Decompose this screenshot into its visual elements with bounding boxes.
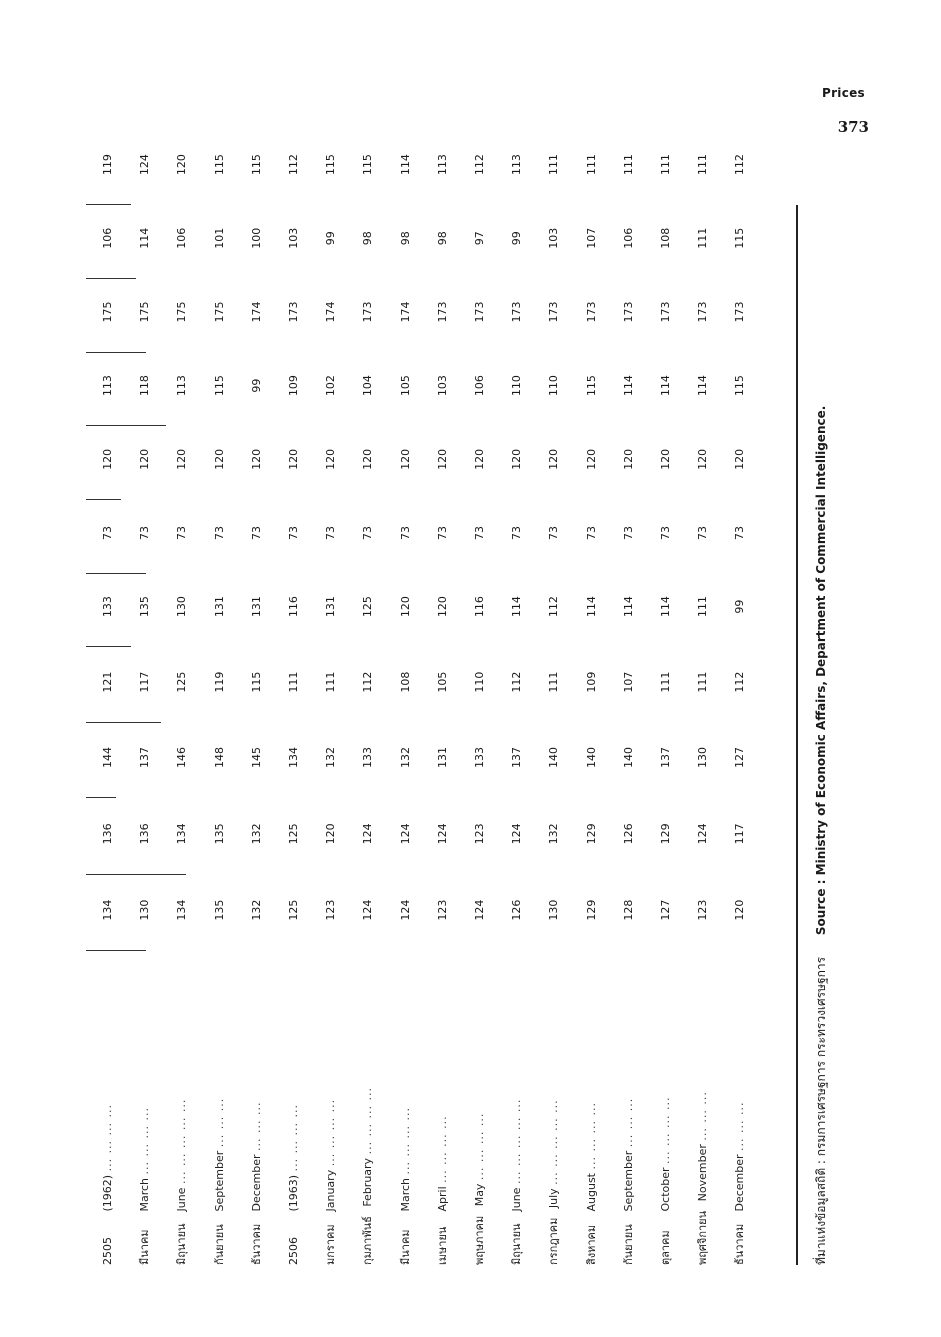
column-rule xyxy=(86,950,146,951)
column-rule xyxy=(86,278,136,279)
table-cell: 173 xyxy=(361,301,375,323)
table-cell: 173 xyxy=(696,301,710,323)
table-cell: 114 xyxy=(398,154,412,176)
row-leader-dots: ... ... ... ... xyxy=(659,1096,672,1164)
table-cell: 128 xyxy=(621,899,635,921)
table-cell: 129 xyxy=(584,823,598,845)
table-cell: 102 xyxy=(324,375,338,397)
row-label-thai: มิถุนายน xyxy=(510,1223,524,1265)
row-leader-dots: ... ... ... ... xyxy=(101,1103,114,1172)
table-cell: 135 xyxy=(138,596,152,618)
table-cell: 106 xyxy=(621,227,635,249)
table-cell: 173 xyxy=(621,301,635,323)
table-cell: 124 xyxy=(473,899,486,921)
row-labels xyxy=(86,965,842,1265)
row-leader-dots: ... ... ... ... xyxy=(473,1112,486,1181)
table-cell: 173 xyxy=(510,301,524,323)
row-label-thai: สิงหาคม xyxy=(584,1224,598,1265)
row-label-thai: กันยายน xyxy=(212,1224,226,1265)
table-cell: 132 xyxy=(249,823,263,845)
table-cell: 123 xyxy=(324,899,338,921)
table-cell: 120 xyxy=(435,448,449,470)
table-cell: 144 xyxy=(101,747,114,769)
table-cell: 118 xyxy=(138,375,152,397)
row-leader-dots: ... ... ... ... ... xyxy=(547,1099,561,1185)
table-cell: 124 xyxy=(361,899,375,921)
table-cell: 120 xyxy=(733,448,747,470)
table-cell: 120 xyxy=(621,448,635,470)
table-cell: 111 xyxy=(659,154,672,176)
table-cell: 104 xyxy=(361,375,375,397)
table-cell: 126 xyxy=(621,823,635,845)
table-cell: 111 xyxy=(696,227,710,249)
table-cell: 140 xyxy=(621,747,635,769)
row-label-english: December xyxy=(249,1150,263,1215)
table-cell: 73 xyxy=(696,526,710,540)
table-cell: 129 xyxy=(659,823,672,845)
table-cell: 73 xyxy=(621,526,635,540)
table-cell: 173 xyxy=(287,301,300,323)
table-cell: 101 xyxy=(212,227,226,249)
row-label-thai: กรกฎาคม xyxy=(547,1217,561,1265)
row-label xyxy=(619,965,639,1265)
row-leader-dots: ... ... ... ... xyxy=(361,1086,375,1155)
header-title: Prices xyxy=(821,86,865,100)
table-cell: 119 xyxy=(101,154,114,176)
table-cell: 127 xyxy=(733,747,747,769)
table-cell: 119 xyxy=(212,671,226,693)
table-cell: 113 xyxy=(510,154,524,176)
table-cell: 115 xyxy=(361,154,375,176)
table-cell: 99 xyxy=(510,231,524,246)
table-cell: 174 xyxy=(249,301,263,323)
row-label-thai: เมษายน xyxy=(435,1226,449,1265)
table-cell: 136 xyxy=(101,823,114,845)
row-label-thai: กันยายน xyxy=(621,1224,635,1265)
row-label-english: April xyxy=(435,1182,449,1215)
table-cell: 109 xyxy=(287,375,300,397)
table-cell: 99 xyxy=(249,378,263,393)
row-leader-dots: ... ... ... ... ... xyxy=(175,1098,189,1185)
column-rule xyxy=(86,722,161,723)
table-cell: 132 xyxy=(547,823,561,845)
table-cell: 116 xyxy=(287,596,300,618)
table-cell: 125 xyxy=(175,671,189,693)
table-cell: 73 xyxy=(249,526,263,540)
table-cell: 124 xyxy=(138,154,152,176)
table-cell: 73 xyxy=(584,526,598,540)
table-cell: 73 xyxy=(101,526,114,540)
table-cell: 125 xyxy=(287,899,300,921)
row-label xyxy=(321,965,341,1265)
table-cell: 73 xyxy=(659,526,672,540)
table-cell: 120 xyxy=(398,596,412,618)
table-cell: 135 xyxy=(212,823,226,845)
table-cell: 120 xyxy=(473,448,486,470)
table-cell: 73 xyxy=(733,526,747,540)
table-cell: 173 xyxy=(659,301,672,323)
table-cell: 175 xyxy=(212,301,226,323)
row-label xyxy=(210,965,230,1265)
table-cell: 120 xyxy=(398,448,412,470)
table-cell: 124 xyxy=(398,899,412,921)
table-cell: 108 xyxy=(659,227,672,249)
table-cell: 131 xyxy=(435,747,449,769)
row-label xyxy=(135,965,155,1265)
table-cell: 110 xyxy=(473,671,486,693)
table-cell: 120 xyxy=(324,823,338,845)
table-cell: 173 xyxy=(547,301,561,323)
table-cell: 123 xyxy=(435,899,449,921)
row-leader-dots: ... ... ... ... xyxy=(287,1103,300,1172)
table-cell: 145 xyxy=(249,747,263,769)
table-cell: 175 xyxy=(138,301,152,323)
table-cell: 115 xyxy=(212,154,226,176)
table-cell: 113 xyxy=(435,154,449,176)
row-label-english: (1963) xyxy=(287,1171,300,1215)
table-cell: 111 xyxy=(696,671,710,693)
table-cell: 120 xyxy=(138,448,152,470)
table-cell: 110 xyxy=(547,375,561,397)
table-cell: 111 xyxy=(621,154,635,176)
table-cell: 130 xyxy=(696,747,710,769)
row-label-thai: พฤศจิกายน xyxy=(696,1210,710,1265)
column-rule xyxy=(86,352,146,353)
row-label-english: June xyxy=(510,1184,524,1215)
table-cell: 129 xyxy=(584,899,598,921)
page-number: 373 xyxy=(837,118,869,136)
row-leader-dots: ... ... ... xyxy=(212,1097,226,1148)
table-cell: 103 xyxy=(435,375,449,397)
table-cell: 106 xyxy=(473,375,486,397)
table-cell: 120 xyxy=(287,448,300,470)
table-cell: 120 xyxy=(249,448,263,470)
column-rule xyxy=(86,797,116,798)
table-cell: 107 xyxy=(584,227,598,249)
row-label-thai: มีนาคม xyxy=(398,1229,412,1265)
table-cell: 130 xyxy=(547,899,561,921)
table-cell: 115 xyxy=(733,375,747,397)
column-rule xyxy=(86,573,146,574)
row-label xyxy=(544,965,564,1265)
table-cell: 120 xyxy=(101,448,114,470)
table-cell: 117 xyxy=(138,671,152,693)
column-rule xyxy=(86,425,166,426)
table-cell: 73 xyxy=(324,526,338,540)
row-leader-dots: ... ... ... xyxy=(621,1097,635,1148)
table-cell: 106 xyxy=(101,227,114,249)
table-cell: 120 xyxy=(435,596,449,618)
table-cell: 111 xyxy=(287,671,300,693)
table-cell: 114 xyxy=(659,596,672,618)
row-label xyxy=(582,965,602,1265)
row-label-english: February xyxy=(361,1154,375,1211)
table-cell: 98 xyxy=(398,231,412,246)
table-cell: 112 xyxy=(733,671,747,693)
row-label-thai: 2506 xyxy=(287,1237,300,1265)
row-leader-dots: ... ... ... ... xyxy=(584,1102,598,1170)
row-label-thai: ธันวาคม xyxy=(249,1223,263,1265)
table-cell: 148 xyxy=(212,747,226,769)
table-cell: 99 xyxy=(324,231,338,246)
table-cell: 73 xyxy=(287,526,300,540)
table-cell: 113 xyxy=(175,375,189,397)
table-cell: 112 xyxy=(361,671,375,693)
table-cell: 73 xyxy=(510,526,524,540)
table-cell: 110 xyxy=(510,375,524,397)
column-rule xyxy=(86,499,121,500)
table-cell: 133 xyxy=(361,747,375,769)
table-cell: 103 xyxy=(547,227,561,249)
table-cell: 174 xyxy=(324,301,338,323)
table-cell: 173 xyxy=(733,301,747,323)
table-cell: 120 xyxy=(175,448,189,470)
table-cell: 121 xyxy=(101,671,114,693)
row-label-thai: ตุลาคม xyxy=(659,1230,672,1265)
table-cell: 111 xyxy=(696,154,710,176)
row-label xyxy=(470,965,490,1265)
row-leader-dots: ... ... ... ... xyxy=(324,1098,338,1167)
table-cell: 134 xyxy=(175,899,189,921)
table-cell: 114 xyxy=(621,375,635,397)
table-cell: 175 xyxy=(175,301,189,323)
table-cell: 114 xyxy=(510,596,524,618)
table-cell: 123 xyxy=(696,899,710,921)
table-cell: 140 xyxy=(584,747,598,769)
row-label-english: September xyxy=(621,1147,635,1215)
table-cell: 116 xyxy=(473,596,486,618)
row-leader-dots: ... ... ... ... xyxy=(435,1115,449,1183)
row-label-english: August xyxy=(584,1169,598,1215)
table-cell: 140 xyxy=(547,747,561,769)
row-label-thai: ธันวาคม xyxy=(733,1223,747,1265)
table-cell: 131 xyxy=(212,596,226,618)
row-label xyxy=(358,965,378,1265)
table-cell: 124 xyxy=(696,823,710,845)
table-cell: 111 xyxy=(324,671,338,693)
table-cell: 136 xyxy=(138,823,152,845)
table-cell: 73 xyxy=(138,526,152,540)
table-cell: 120 xyxy=(584,448,598,470)
table-cell: 173 xyxy=(435,301,449,323)
row-label-english: June xyxy=(175,1184,189,1215)
table-cell: 114 xyxy=(659,375,672,397)
table-cell: 120 xyxy=(324,448,338,470)
table-cell: 98 xyxy=(361,231,375,246)
table-cell: 123 xyxy=(473,823,486,845)
table-cell: 73 xyxy=(547,526,561,540)
table-cell: 105 xyxy=(398,375,412,397)
table-cell: 127 xyxy=(659,899,672,921)
table-cell: 111 xyxy=(659,671,672,693)
row-leader-dots: ... ... ... xyxy=(249,1101,263,1151)
table-cell: 120 xyxy=(659,448,672,470)
row-label xyxy=(247,965,267,1265)
row-label-english: October xyxy=(659,1163,672,1215)
row-label-english: July xyxy=(547,1184,561,1212)
source-rule xyxy=(796,205,798,1265)
table-cell: 120 xyxy=(733,899,747,921)
row-leader-dots: ... ... ... xyxy=(696,1091,710,1141)
table-cell: 134 xyxy=(175,823,189,845)
row-label xyxy=(396,965,416,1265)
table-cell: 73 xyxy=(473,526,486,540)
table-cell: 131 xyxy=(324,596,338,618)
table-cell: 135 xyxy=(212,899,226,921)
table-cell: 132 xyxy=(398,747,412,769)
row-label xyxy=(172,965,192,1265)
table-cell: 114 xyxy=(621,596,635,618)
row-leader-dots: ... ... ... ... xyxy=(398,1107,412,1175)
table-cell: 115 xyxy=(324,154,338,176)
table-cell: 173 xyxy=(473,301,486,323)
table-cell: 124 xyxy=(435,823,449,845)
row-label xyxy=(693,965,713,1265)
table-cell: 132 xyxy=(249,899,263,921)
table-cell: 131 xyxy=(249,596,263,618)
table-cell: 120 xyxy=(175,154,189,176)
column-rule xyxy=(86,647,131,648)
table-cell: 130 xyxy=(175,596,189,618)
table-cell: 73 xyxy=(175,526,189,540)
table-cell: 124 xyxy=(361,823,375,845)
row-label-thai: มีนาคม xyxy=(138,1229,152,1265)
table-cell: 114 xyxy=(696,375,710,397)
row-label xyxy=(730,965,750,1265)
row-label-english: September xyxy=(212,1147,226,1215)
table-cell: 120 xyxy=(212,448,226,470)
table-cell: 120 xyxy=(510,448,524,470)
table-cell: 100 xyxy=(249,227,263,249)
table-cell: 133 xyxy=(101,596,114,618)
table-cell: 111 xyxy=(547,671,561,693)
table-cell: 130 xyxy=(138,899,152,921)
row-label-english: January xyxy=(324,1166,338,1215)
table-cell: 115 xyxy=(249,671,263,693)
table-cell: 111 xyxy=(696,596,710,618)
table-cell: 120 xyxy=(696,448,710,470)
table-cell: 112 xyxy=(733,154,747,176)
table-cell: 109 xyxy=(584,671,598,693)
table-cell: 114 xyxy=(584,596,598,618)
table-cell: 120 xyxy=(361,448,375,470)
table-cell: 107 xyxy=(621,671,635,693)
table-cell: 73 xyxy=(361,526,375,540)
table-cell: 73 xyxy=(398,526,412,540)
rotated-price-table xyxy=(86,140,842,1265)
table-cell: 114 xyxy=(138,227,152,249)
table-cell: 99 xyxy=(733,599,747,614)
table-cell: 117 xyxy=(733,823,747,845)
row-label xyxy=(656,965,676,1265)
row-label-thai: มกราคม xyxy=(324,1224,338,1265)
table-cell: 137 xyxy=(510,747,524,769)
table-cell: 137 xyxy=(659,747,672,769)
row-label-thai: มิถุนายน xyxy=(175,1223,189,1265)
table-cell: 111 xyxy=(584,154,598,176)
table-cell: 132 xyxy=(324,747,338,769)
column-rule xyxy=(86,204,131,205)
row-label-english: December xyxy=(733,1150,747,1215)
source-note xyxy=(812,165,831,1265)
table-cell: 126 xyxy=(510,899,524,921)
table-cell: 133 xyxy=(473,747,486,769)
table-cell: 112 xyxy=(473,154,486,176)
table-cell: 73 xyxy=(212,526,226,540)
source-english: Source : Ministry of Economic Affairs, Department of Commercial Intelligence. xyxy=(814,405,828,936)
table-cell: 97 xyxy=(473,231,486,246)
row-leader-dots: ... ... ... xyxy=(733,1101,747,1151)
row-leader-dots: ... ... ... ... ... xyxy=(510,1098,524,1185)
table-cell: 73 xyxy=(435,526,449,540)
table-cell: 112 xyxy=(547,596,561,618)
table-cell: 125 xyxy=(287,823,300,845)
row-label xyxy=(284,965,304,1265)
table-cell: 112 xyxy=(287,154,300,176)
table-cell: 105 xyxy=(435,671,449,693)
table-cell: 137 xyxy=(138,747,152,769)
table-cell: 175 xyxy=(101,301,114,323)
row-label-english: (1962) xyxy=(101,1171,114,1215)
table-cell: 124 xyxy=(510,823,524,845)
row-label-english: November xyxy=(696,1140,710,1205)
table-cell: 115 xyxy=(584,375,598,397)
table-cell: 108 xyxy=(398,671,412,693)
table-cell: 134 xyxy=(101,899,114,921)
table-cell: 134 xyxy=(287,747,300,769)
table-cell: 113 xyxy=(101,375,114,397)
table-cell: 112 xyxy=(510,671,524,693)
row-label-thai: กุมภาพันธ์ xyxy=(361,1216,375,1265)
table-cell: 111 xyxy=(547,154,561,176)
row-label-english: May xyxy=(473,1180,486,1210)
table-cell: 173 xyxy=(584,301,598,323)
row-label xyxy=(98,965,118,1265)
column-rule xyxy=(86,874,186,875)
table-cell: 106 xyxy=(175,227,189,249)
table-cell: 174 xyxy=(398,301,412,323)
row-label-thai: 2505 xyxy=(101,1237,114,1265)
table-cell: 115 xyxy=(212,375,226,397)
table-cell: 146 xyxy=(175,747,189,769)
table-cell: 115 xyxy=(249,154,263,176)
table-cell: 115 xyxy=(733,227,747,249)
table-cell: 98 xyxy=(435,231,449,246)
table-cell: 103 xyxy=(287,227,300,249)
row-label xyxy=(433,965,453,1265)
table-cell: 125 xyxy=(361,596,375,618)
source-thai: ที่มาแห่งข้อมูลสถิติ : กรมการเศรษฐการ กระทรวงเศรษฐการ xyxy=(814,956,828,1265)
table-cell: 124 xyxy=(398,823,412,845)
table-cell: 120 xyxy=(547,448,561,470)
row-label-english: March xyxy=(398,1174,412,1215)
row-label-english: March xyxy=(138,1174,152,1215)
row-leader-dots: ... ... ... ... xyxy=(138,1107,152,1175)
row-label-thai: พฤษภาคม xyxy=(473,1215,486,1265)
row-label xyxy=(507,965,527,1265)
